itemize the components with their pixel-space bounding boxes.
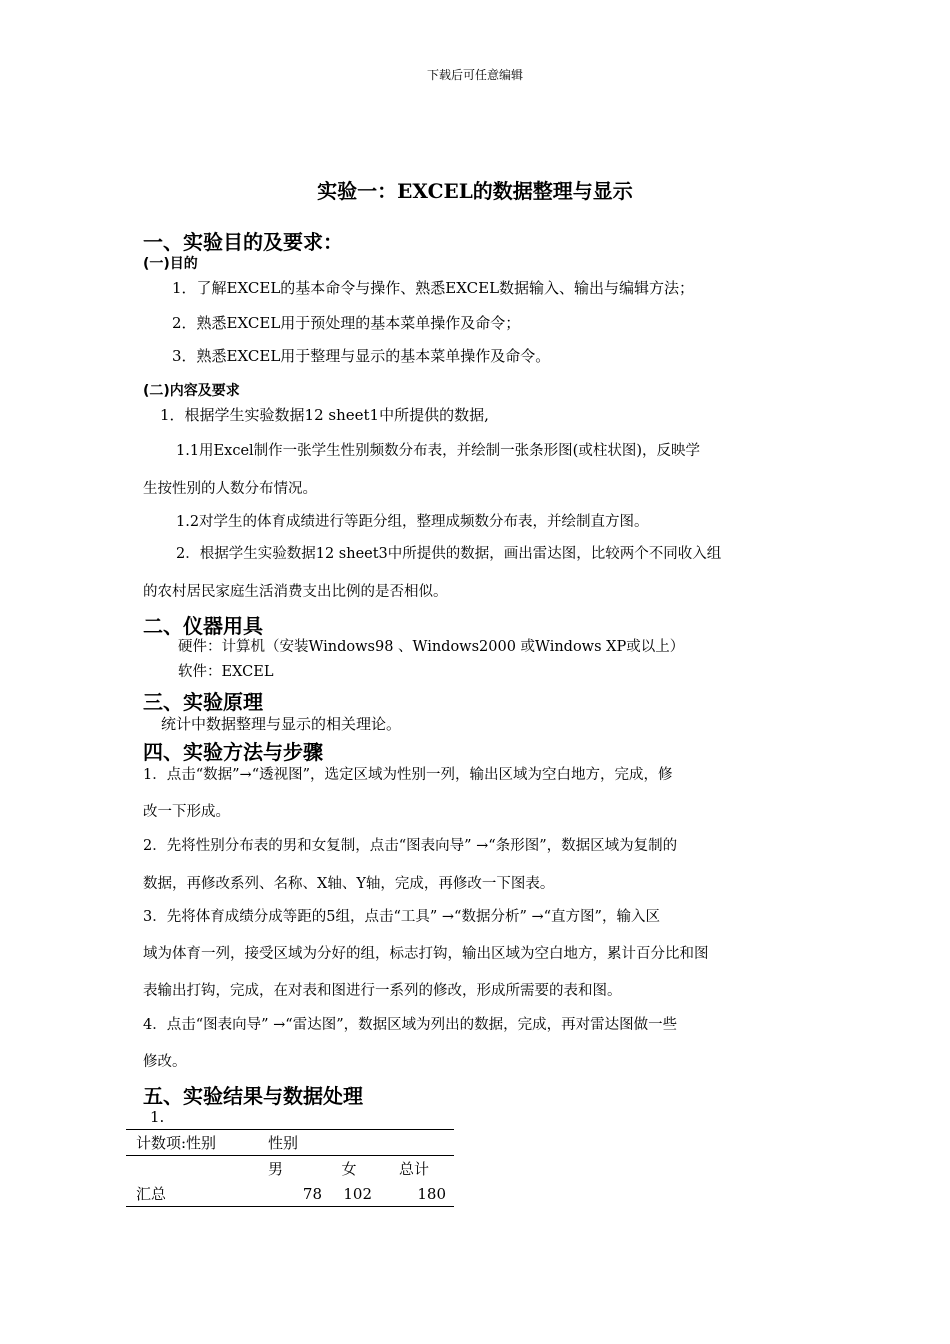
principle-text: 统计中数据整理与显示的相关理论。 (161, 715, 402, 733)
content-item-2-line1: 2．根据学生实验数据12 sheet3中所提供的数据，画出雷达图，比较两个不同收入组 (176, 546, 722, 562)
table-row (126, 1156, 454, 1182)
content-item-1: 1．根据学生实验数据12 sheet1中所提供的数据, (160, 406, 489, 424)
section-4-heading: 四、实验方法与步骤 (143, 740, 323, 764)
section-1-heading: 一、实验目的及要求： (143, 230, 343, 254)
table-cell (374, 1130, 436, 1156)
table-cell: 78 (268, 1181, 324, 1207)
table-cell (324, 1130, 374, 1156)
step-line: 改一下形成。 (143, 804, 230, 820)
purpose-item-1: 1．了解EXCEL的基本命令与操作、熟悉EXCEL数据输入、输出与编辑方法； (172, 279, 695, 297)
document-title: 实验一：EXCEL的数据整理与显示 (317, 179, 633, 203)
content-item-2-line2: 的农村居民家庭生活消费支出比例的是否相似。 (143, 584, 448, 600)
subsection-purpose: (一)目的 (143, 256, 198, 272)
content-item-1-2: 1.2对学生的体育成绩进行等距分组，整理成频数分布表，并绘制直方图。 (176, 514, 649, 530)
table-cell: 汇总 (126, 1181, 268, 1207)
section-5-heading: 五、实验结果与数据处理 (143, 1084, 363, 1108)
purpose-item-2: 2．熟悉EXCEL用于预处理的基本菜单操作及命令； (172, 314, 521, 332)
purpose-item-3: 3．熟悉EXCEL用于整理与显示的基本菜单操作及命令。 (172, 347, 551, 365)
subsection-content: (二)内容及要求 (143, 383, 240, 399)
step-line: 数据，再修改系列、名称、X轴、Y轴，完成，再修改一下图表。 (143, 876, 555, 892)
software-line: 软件：EXCEL (178, 664, 274, 680)
table-row (126, 1181, 454, 1207)
table-cell: 计数项:性别 (126, 1130, 268, 1156)
table-cell: 女 (324, 1156, 374, 1182)
table-cell: 102 (324, 1181, 374, 1207)
step-line: 修改。 (143, 1054, 187, 1070)
step-line: 4．点击“图表向导” →“雷达图”，数据区域为列出的数据，完成，再对雷达图做一些 (143, 1017, 678, 1033)
hardware-line: 硬件：计算机（安装Windows98 、Windows2000 或Windows XP或以上） (178, 639, 685, 655)
content-item-1-1-line1: 1.1用Excel制作一张学生性别频数分布表，并绘制一张条形图(或柱状图)，反映学 (176, 443, 700, 459)
table-cell: 180 (374, 1181, 454, 1207)
section-2-heading: 二、仪器用具 (143, 614, 263, 638)
table-cell: 总计 (374, 1156, 454, 1182)
gender-pivot-table (126, 1129, 454, 1207)
content-item-1-1-line2: 生按性别的人数分布情况。 (143, 481, 317, 497)
result-number: 1. (150, 1108, 165, 1126)
table-cell: 性别 (268, 1130, 324, 1156)
table-cell (436, 1130, 454, 1156)
step-line: 域为体育一列，接受区域为分好的组，标志打钩，输出区域为空白地方，累计百分比和图 (143, 946, 709, 962)
step-line: 表输出打钩，完成，在对表和图进行一系列的修改，形成所需要的表和图。 (143, 983, 622, 999)
table-cell (126, 1156, 268, 1182)
table-cell: 男 (268, 1156, 324, 1182)
table-row (126, 1130, 454, 1156)
step-line: 1．点击“数据”→“透视图”，选定区域为性别一列，输出区域为空白地方，完成，修 (143, 767, 673, 783)
page-header: 下载后可任意编辑 (426, 68, 523, 82)
section-3-heading: 三、实验原理 (143, 690, 263, 714)
step-line: 3．先将体育成绩分成等距的5组，点击“工具” →“数据分析” →“直方图”，输入区 (143, 909, 660, 925)
step-line: 2．先将性别分布表的男和女复制，点击“图表向导” →“条形图”，数据区域为复制的 (143, 838, 678, 854)
